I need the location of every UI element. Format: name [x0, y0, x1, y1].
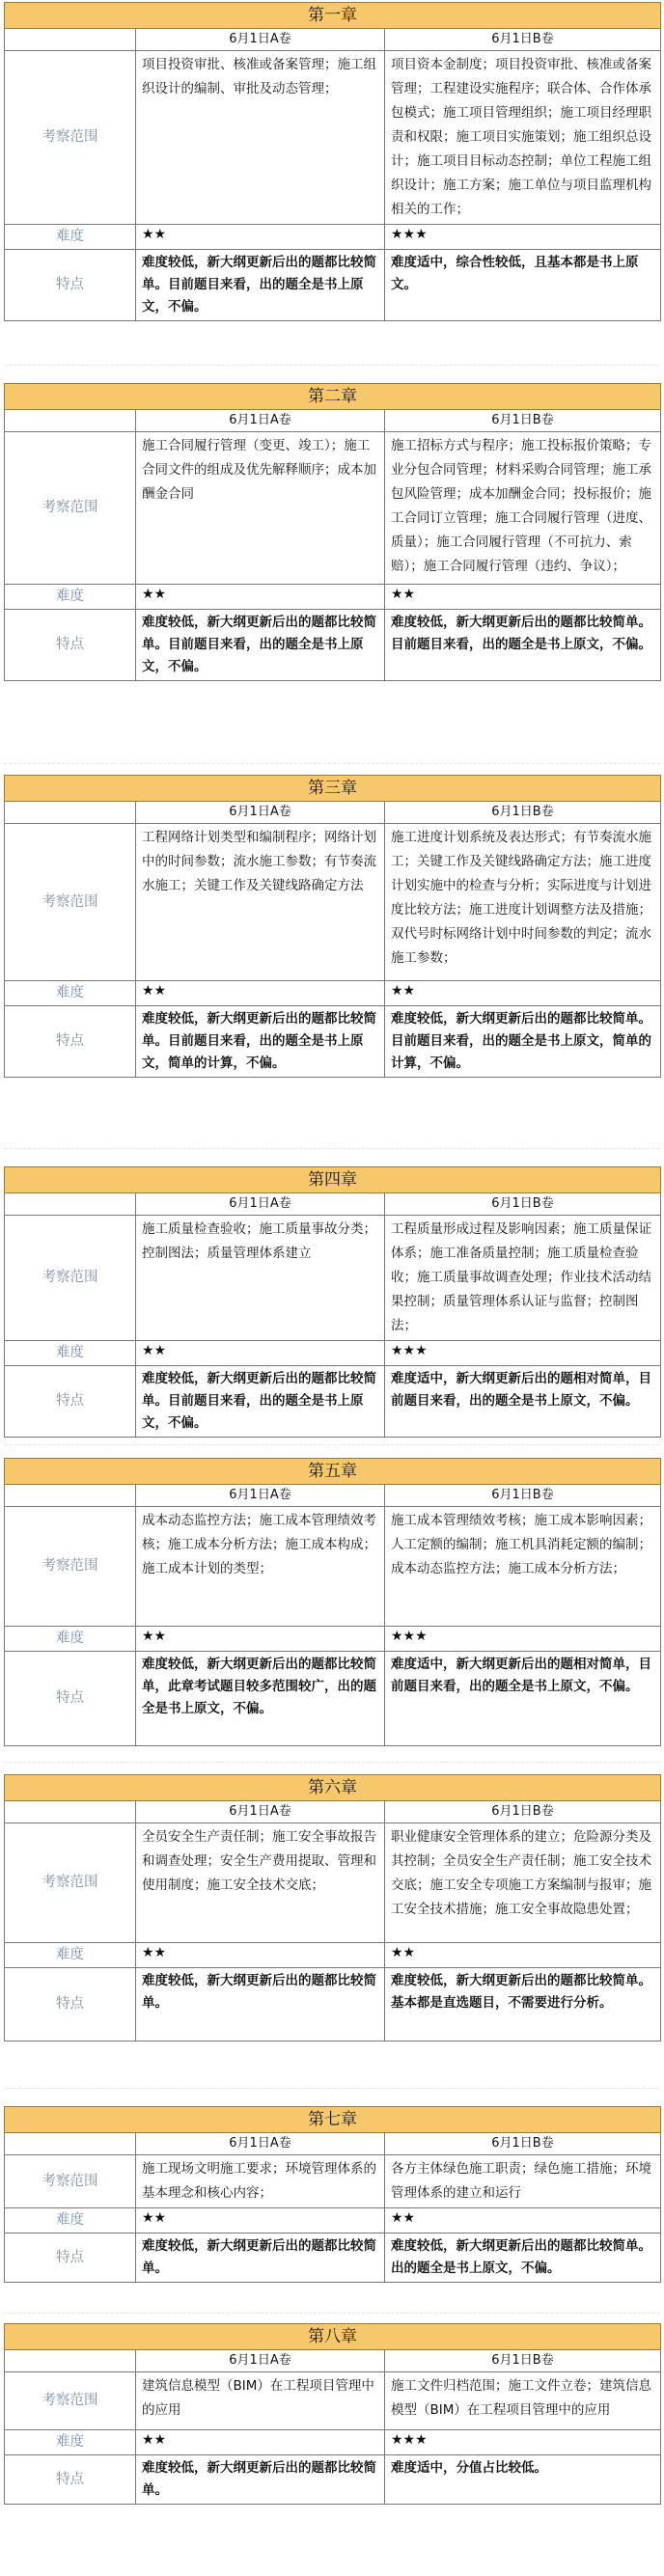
paper-b-header: 6月1日B卷: [385, 1801, 661, 1823]
feature-label: 特点: [5, 1366, 136, 1438]
chapter-8-table: [4, 2323, 660, 2505]
corner-cell: [5, 1193, 136, 1216]
section-divider: [4, 2088, 660, 2089]
paper-a-header: 6月1日A卷: [136, 1193, 385, 1216]
scope-label: 考察范围: [5, 2372, 136, 2430]
feature-a: 难度较低，新大纲更新后出的题都比较简单，此章考试题目较多范围较广，出的题全是书上原文，不偏。: [136, 1652, 385, 1746]
chapter-title: 第五章: [5, 1459, 661, 1485]
paper-b-header: 6月1日B卷: [385, 2350, 661, 2372]
paper-a-header: 6月1日A卷: [136, 410, 385, 432]
paper-b-header: 6月1日B卷: [385, 1193, 661, 1216]
feature-a: 难度较低，新大纲更新后出的题都比较简单。目前题目来看，出的题全是书上原文，不偏。: [136, 1366, 385, 1438]
difficulty-a: ★★: [136, 585, 385, 610]
feature-label: 特点: [5, 1006, 136, 1078]
chapter-3-table: [4, 775, 660, 1078]
difficulty-b: ★★: [385, 981, 661, 1006]
scope-a: 成本动态监控方法；施工成本管理绩效考核；施工成本分析方法；施工成本构成；施工成本计划的类型；: [136, 1507, 385, 1627]
feature-b: 难度较低，新大纲更新后出的题都比较简单。目前题目来看，出的题全是书上原文，简单的计算，不偏。: [385, 1006, 661, 1078]
section-divider: [4, 365, 660, 366]
scope-a: 项目投资审批、核准或备案管理；施工组织设计的编制、审批及动态管理；: [136, 51, 385, 225]
scope-b: 职业健康安全管理体系的建立；危险源分类及其控制；全员安全生产责任制；施工安全技术交底；施工安全专项施工方案编制与报审；施工安全技术措施；施工安全事故隐患处置；: [385, 1823, 661, 1943]
section-divider: [4, 1148, 660, 1149]
feature-label: 特点: [5, 1652, 136, 1746]
difficulty-a: ★★: [136, 1943, 385, 1968]
feature-a: 难度较低，新大纲更新后出的题都比较简单。: [136, 2455, 385, 2505]
chapter-7-table: [4, 2106, 660, 2283]
section-divider: [4, 2313, 660, 2314]
scope-b: 工程质量形成过程及影响因素；施工质量保证体系；施工准备质量控制；施工质量检查验收；施工质量事故调查处理；作业技术活动结果控制；质量管理体系认证与监督；控制图法；: [385, 1216, 661, 1341]
feature-label: 特点: [5, 1968, 136, 2042]
feature-b: 难度适中，新大纲更新后出的题相对简单，目前题目来看，出的题全是书上原文，不偏。: [385, 1652, 661, 1746]
difficulty-label: 难度: [5, 1943, 136, 1968]
scope-a: 全员安全生产责任制；施工安全事故报告和调查处理；安全生产费用提取、管理和使用制度；施工安全技术交底；: [136, 1823, 385, 1943]
feature-label: 特点: [5, 2455, 136, 2505]
chapter-1-table: [4, 2, 660, 321]
paper-a-header: 6月1日A卷: [136, 2133, 385, 2155]
feature-a: 难度较低，新大纲更新后出的题都比较简单。目前题目来看，出的题全是书上原文，简单的计算，不偏。: [136, 1006, 385, 1078]
chapter-title: 第六章: [5, 1775, 661, 1801]
scope-a: 施工合同履行管理（变更、竣工）；施工合同文件的组成及优先解释顺序；成本加酬金合同: [136, 432, 385, 585]
scope-label: 考察范围: [5, 432, 136, 585]
scope-label: 考察范围: [5, 824, 136, 981]
feature-b: 难度较低，新大纲更新后出的题都比较简单。出的题全是书上原文，不偏。: [385, 2233, 661, 2283]
chapter-4-table: [4, 1166, 660, 1438]
difficulty-a: ★★: [136, 225, 385, 250]
paper-b-header: 6月1日B卷: [385, 29, 661, 51]
scope-label: 考察范围: [5, 1216, 136, 1341]
chapter-title: 第四章: [5, 1167, 661, 1193]
difficulty-label: 难度: [5, 1341, 136, 1366]
chapter-title: 第二章: [5, 384, 661, 410]
corner-cell: [5, 2350, 136, 2372]
feature-b: 难度适中，综合性较低，且基本都是书上原文。: [385, 250, 661, 321]
scope-a: 施工现场文明施工要求；环境管理体系的基本理念和核心内容；: [136, 2155, 385, 2208]
paper-b-header: 6月1日B卷: [385, 802, 661, 824]
chapter-5-table: [4, 1458, 660, 1746]
corner-cell: [5, 1801, 136, 1823]
difficulty-label: 难度: [5, 1627, 136, 1652]
scope-label: 考察范围: [5, 1823, 136, 1943]
difficulty-b: ★★: [385, 2208, 661, 2233]
difficulty-b: ★★★: [385, 2430, 661, 2455]
feature-b: 难度适中，新大纲更新后出的题相对简单，目前题目来看，出的题全是书上原文，不偏。: [385, 1366, 661, 1438]
section-divider: [4, 763, 660, 764]
scope-a: 建筑信息模型（BIM）在工程项目管理中的应用: [136, 2372, 385, 2430]
feature-a: 难度较低，新大纲更新后出的题都比较简单。: [136, 2233, 385, 2283]
difficulty-a: ★★: [136, 1627, 385, 1652]
difficulty-a: ★★: [136, 2430, 385, 2455]
difficulty-b: ★★: [385, 1943, 661, 1968]
scope-b: 各方主体绿色施工职责；绿色施工措施；环境管理体系的建立和运行: [385, 2155, 661, 2208]
paper-a-header: 6月1日A卷: [136, 2350, 385, 2372]
scope-a: 施工质量检查验收；施工质量事故分类；控制图法；质量管理体系建立: [136, 1216, 385, 1341]
scope-b: 施工进度计划系统及表达形式；有节奏流水施工；关键工作及关键线路确定方法；施工进度计划实施中的检查与分析；实际进度与计划进度比较方法；施工进度计划调整方法及措施；双代号时标网络计划中时间参数的判定；流水施工参数；: [385, 824, 661, 981]
paper-b-header: 6月1日B卷: [385, 410, 661, 432]
feature-label: 特点: [5, 2233, 136, 2283]
chapter-title: 第八章: [5, 2324, 661, 2350]
section-divider: [4, 1444, 660, 1445]
paper-b-header: 6月1日B卷: [385, 1485, 661, 1507]
chapter-2-table: [4, 383, 660, 681]
chapter-6-table: [4, 1774, 660, 2042]
difficulty-b: ★★★: [385, 225, 661, 250]
difficulty-label: 难度: [5, 981, 136, 1006]
difficulty-a: ★★: [136, 981, 385, 1006]
paper-b-header: 6月1日B卷: [385, 2133, 661, 2155]
scope-label: 考察范围: [5, 1507, 136, 1627]
feature-a: 难度较低，新大纲更新后出的题都比较简单。: [136, 1968, 385, 2042]
feature-b: 难度较低，新大纲更新后出的题都比较简单。目前题目来看，出的题全是书上原文，不偏。: [385, 610, 661, 681]
scope-b: 施工成本管理绩效考核；施工成本影响因素；人工定额的编制；施工机具消耗定额的编制；成本动态监控方法；施工成本分析方法；: [385, 1507, 661, 1627]
corner-cell: [5, 410, 136, 432]
difficulty-b: ★★★: [385, 1341, 661, 1366]
chapter-title: 第一章: [5, 3, 661, 29]
difficulty-b: ★★★: [385, 1627, 661, 1652]
feature-label: 特点: [5, 250, 136, 321]
difficulty-a: ★★: [136, 1341, 385, 1366]
difficulty-label: 难度: [5, 2208, 136, 2233]
scope-b: 施工招标方式与程序；施工投标报价策略；专业分包合同管理；材料采购合同管理；施工承包风险管理；成本加酬金合同；投标报价；施工合同订立管理；施工合同履行管理（进度、质量）；施工合同履行管理（不可抗力、索赔）；施工合同履行管理（违约、争议）；: [385, 432, 661, 585]
feature-b: 难度较低，新大纲更新后出的题都比较简单。基本都是直选题目，不需要进行分析。: [385, 1968, 661, 2042]
section-divider: [4, 1762, 660, 1763]
difficulty-b: ★★: [385, 585, 661, 610]
corner-cell: [5, 2133, 136, 2155]
feature-a: 难度较低，新大纲更新后出的题都比较简单。目前题目来看，出的题全是书上原文，不偏。: [136, 610, 385, 681]
corner-cell: [5, 29, 136, 51]
feature-a: 难度较低，新大纲更新后出的题都比较简单。目前题目来看，出的题全是书上原文，不偏。: [136, 250, 385, 321]
feature-b: 难度适中，分值占比较低。: [385, 2455, 661, 2505]
difficulty-label: 难度: [5, 2430, 136, 2455]
difficulty-label: 难度: [5, 585, 136, 610]
scope-a: 工程网络计划类型和编制程序；网络计划中的时间参数；流水施工参数；有节奏流水施工；关键工作及关键线路确定方法: [136, 824, 385, 981]
paper-a-header: 6月1日A卷: [136, 1801, 385, 1823]
corner-cell: [5, 1485, 136, 1507]
chapter-title: 第三章: [5, 776, 661, 802]
scope-b: 项目资本金制度；项目投资审批、核准或备案管理；工程建设实施程序；联合体、合作体承包模式；施工项目管理组织；施工项目经理职责和权限；施工项目实施策划；施工组织总设计；施工项目目标动态控制；单位工程施工组织设计；施工方案；施工单位与项目监理机构相关的工作；: [385, 51, 661, 225]
feature-label: 特点: [5, 610, 136, 681]
paper-a-header: 6月1日A卷: [136, 1485, 385, 1507]
scope-b: 施工文件归档范围；施工文件立卷；建筑信息模型（BIM）在工程项目管理中的应用: [385, 2372, 661, 2430]
paper-a-header: 6月1日A卷: [136, 802, 385, 824]
corner-cell: [5, 802, 136, 824]
scope-label: 考察范围: [5, 51, 136, 225]
paper-a-header: 6月1日A卷: [136, 29, 385, 51]
difficulty-a: ★★: [136, 2208, 385, 2233]
scope-label: 考察范围: [5, 2155, 136, 2208]
chapter-title: 第七章: [5, 2107, 661, 2133]
difficulty-label: 难度: [5, 225, 136, 250]
